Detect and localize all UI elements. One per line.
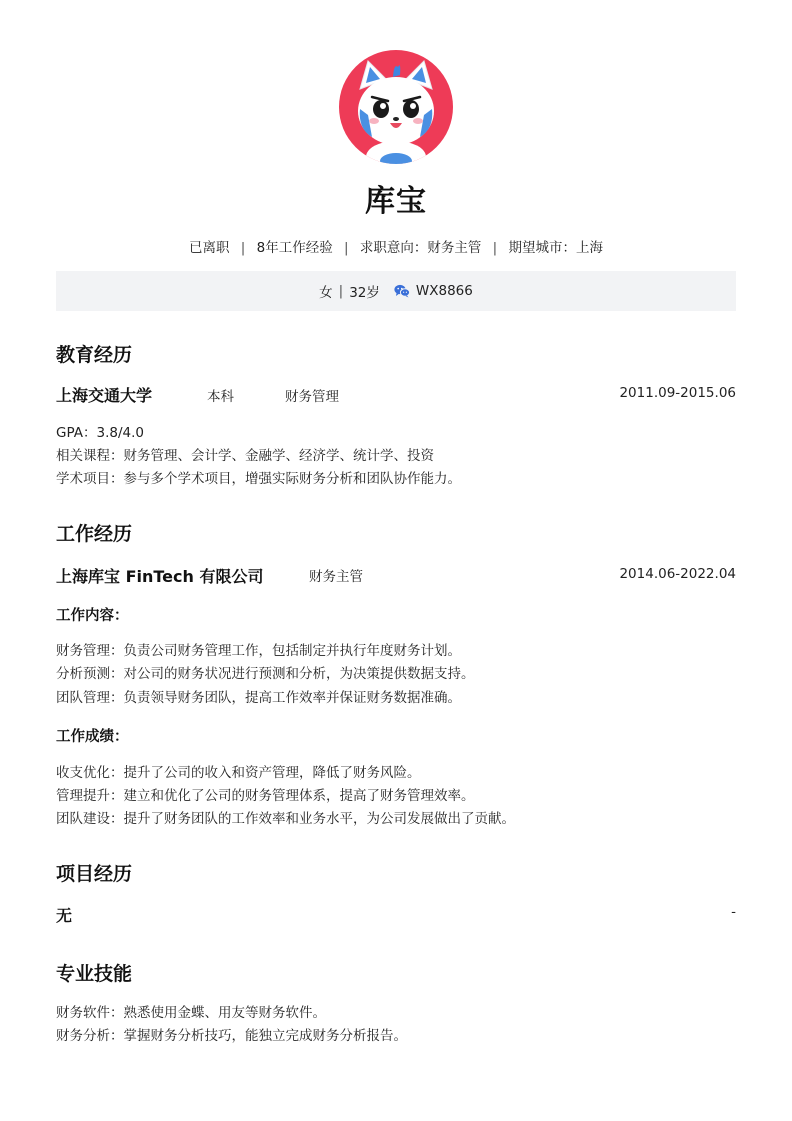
wechat-icon (394, 284, 410, 298)
work-content-item: 财务管理：负责公司财务管理工作，包括制定并执行年度财务计划。 (56, 643, 461, 659)
summary-line (0, 236, 792, 256)
status: 已离职 (188, 240, 230, 256)
degree: 本科 (207, 389, 234, 405)
education-header-row (56, 383, 736, 405)
company-name: 上海库宝 FinTech 有限公司 (56, 567, 264, 586)
education-courses: 相关课程：财务管理、会计学、金融学、经济学、统计学、投资 (56, 448, 434, 464)
education-section-title: 教育经历 (56, 344, 133, 366)
candidate-name: 库宝 (365, 184, 427, 219)
separator: | (492, 240, 498, 256)
work-content-item: 分析预测：对公司的财务状况进行预测和分析，为决策提供数据支持。 (56, 666, 475, 682)
separator: | (338, 283, 344, 299)
experience: 8年工作经验 (256, 240, 333, 256)
separator: | (240, 240, 246, 256)
work-achievement-item: 收支优化：提升了公司的收入和资产管理，降低了财务风险。 (56, 765, 421, 781)
projects-section-title: 项目经历 (56, 863, 133, 885)
work-content-item: 团队管理：负责领导财务团队，提高工作效率并保证财务数据准确。 (56, 690, 461, 706)
skill-item: 财务软件：熟悉使用金蝶、用友等财务软件。 (56, 1005, 326, 1021)
project-period: - (731, 904, 736, 920)
age: 32岁 (349, 285, 380, 301)
project-name: 无 (56, 906, 73, 925)
school-name: 上海交通大学 (56, 386, 153, 405)
education-period: 2011.09-2015.06 (619, 385, 736, 401)
work-achievement-item: 团队建设：提升了财务团队的工作效率和业务水平，为公司发展做出了贡献。 (56, 811, 515, 827)
education-gpa: GPA：3.8/4.0 (56, 425, 144, 441)
skill-item: 财务分析：掌握财务分析技巧，能独立完成财务分析报告。 (56, 1028, 407, 1044)
avatar (338, 49, 454, 165)
work-content-title: 工作内容： (56, 608, 129, 624)
work-period: 2014.06-2022.04 (619, 566, 736, 582)
expected-city: 期望城市：上海 (508, 240, 604, 256)
work-header-row (56, 564, 736, 586)
separator: | (344, 240, 349, 256)
gender: 女 (319, 285, 333, 301)
wechat-id: WX8866 (415, 283, 473, 299)
contact-bar (56, 271, 736, 311)
work-achievements-title: 工作成绩： (56, 729, 129, 745)
education-projects: 学术项目：参与多个学术项目，增强实际财务分析和团队协作能力。 (56, 471, 461, 487)
project-row (56, 903, 736, 925)
cat-mascot-avatar-icon (338, 49, 454, 165)
work-section-title: 工作经历 (56, 523, 133, 545)
skills-section-title: 专业技能 (56, 963, 133, 985)
work-achievement-item: 管理提升：建立和优化了公司的财务管理体系，提高了财务管理效率。 (56, 788, 475, 804)
job-intent: 求职意向：财务主管 (359, 240, 482, 256)
major: 财务管理 (285, 389, 339, 405)
job-position: 财务主管 (309, 569, 363, 585)
